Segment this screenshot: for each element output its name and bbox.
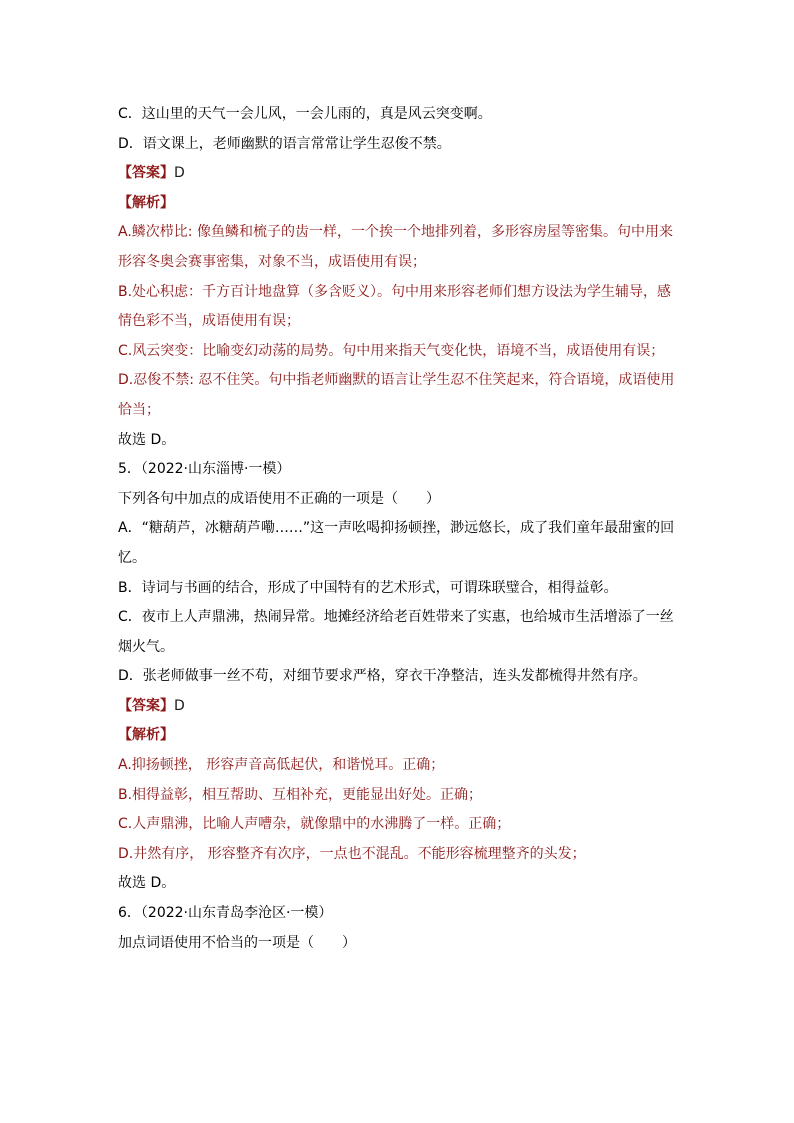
question-5-analysis-line: A.抑扬顿挫， 形容声音高低起伏，和谐悦耳。正确； xyxy=(118,757,445,774)
question-5-option: C．夜市上人声鼎沸，热闹异常。地摊经济给老百姓带来了实惠，也给城市生活增添了一丝 xyxy=(118,609,674,626)
question-4-analysis-line: 恰当； xyxy=(118,401,160,418)
question-5-header: 5．（2022·山东淄博·一模） xyxy=(118,461,291,478)
question-4-analysis-label: 【解析】 xyxy=(118,194,174,211)
answer-label: 【答案】 xyxy=(118,697,174,714)
question-5-option: D．张老师做事一丝不苟，对细节要求严格，穿衣干净整洁，连头发都梳得井然有序。 xyxy=(118,668,647,685)
question-4-analysis-line: A.鳞次栉比: 像鱼鳞和梳子的齿一样，一个挨一个地排列着，多形容房屋等密集。句中用来 xyxy=(118,224,673,241)
question-5-analysis-line: C.人声鼎沸，比喻人声嘈杂，就像鼎中的水沸腾了一样。正确； xyxy=(118,816,511,833)
question-4-option-c: C．这山里的天气一会儿风，一会儿雨的，真是风云突变啊。 xyxy=(118,106,492,122)
question-5-answer xyxy=(118,692,678,722)
question-4-analysis-line: C.风云突变：比喻变幻动荡的局势。句中用来指天气变化快，语境不当，成语使用有误； xyxy=(118,342,665,359)
answer-label: 【答案】 xyxy=(118,165,174,182)
question-5-analysis-line: D.井然有序， 形容整齐有次序，一点也不混乱。不能形容梳理整齐的头发； xyxy=(118,845,586,862)
question-5-option: B．诗词与书画的结合，形成了中国特有的艺术形式，可谓珠联璧合，相得益彰。 xyxy=(118,579,618,596)
question-6-stem: 加点词语使用不恰当的一项是（ ） xyxy=(118,934,356,951)
question-4-conclusion: 故选 D。 xyxy=(118,431,176,448)
question-4-option-d: D．语文课上，老师幽默的语言常常让学生忍俊不禁。 xyxy=(118,135,451,152)
question-5-analysis-line: B.相得益彰，相互帮助、互相补充，更能显出好处。正确； xyxy=(118,786,483,803)
question-5-conclusion: 故选 D。 xyxy=(118,875,176,892)
question-5-option: 忆。 xyxy=(118,549,146,566)
answer-value: D xyxy=(174,697,185,714)
question-4-answer xyxy=(118,159,678,189)
document-page xyxy=(118,100,678,958)
question-5-stem: 下列各句中加点的成语使用不正确的一项是（ ） xyxy=(118,490,440,507)
answer-value: D xyxy=(174,165,185,182)
question-5-option: A．“糖葫芦，冰糖葫芦嘞……”这一声吆喝抑扬顿挫，渺远悠长，成了我们童年最甜蜜的回 xyxy=(118,520,675,537)
question-4-analysis-line: 形容冬奥会赛事密集，对象不当，成语使用有误； xyxy=(118,253,426,270)
question-4-analysis-line: 情色彩不当，成语使用有误； xyxy=(118,313,300,330)
question-4-analysis-line: D.忍俊不禁: 忍不住笑。句中指老师幽默的语言让学生忍不住笑起来，符合语境，成语使用 xyxy=(118,372,675,389)
question-6-header: 6．（2022·山东青岛李沧区·一模） xyxy=(118,905,333,922)
question-5-analysis-label: 【解析】 xyxy=(118,727,174,744)
question-4-analysis-line: B.处心积虑：千方百计地盘算（多含贬义）。句中用来形容老师们想方设法为学生辅导，感 xyxy=(118,283,672,300)
question-5-option: 烟火气。 xyxy=(118,638,174,655)
